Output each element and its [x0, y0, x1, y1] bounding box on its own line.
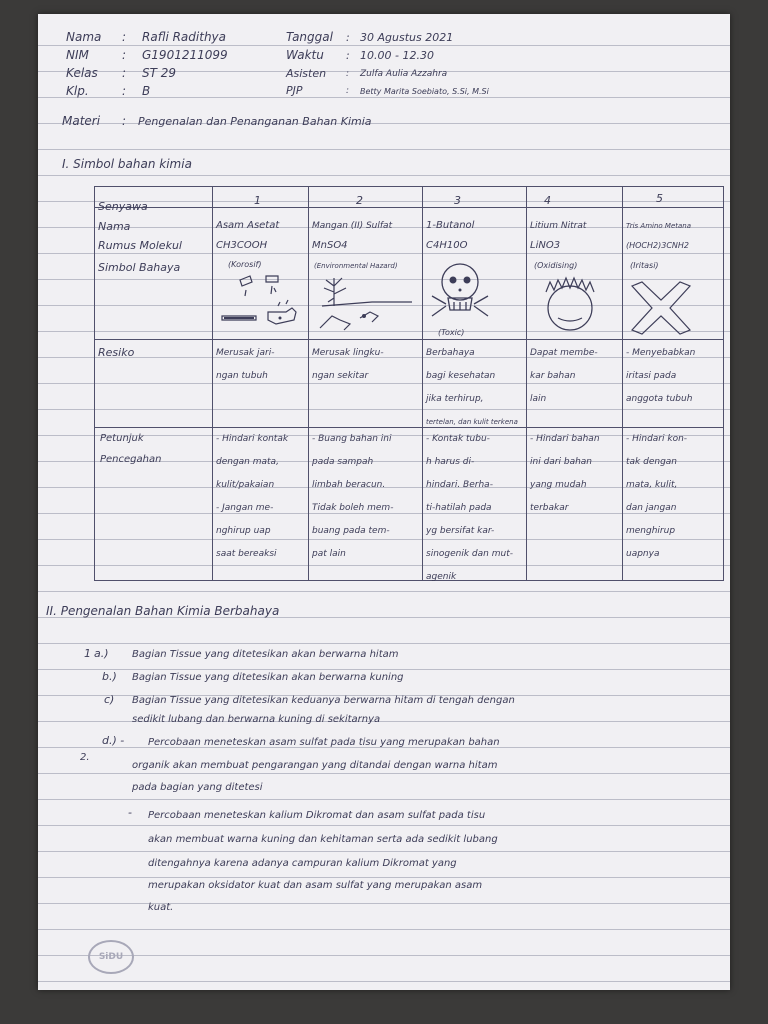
pencegahan-text: - Hindari kon- tak dengan mata, kulit, dan jangan menghirup uapnya	[626, 434, 688, 559]
hazard-symbol-label: (Iritasi)	[630, 261, 659, 270]
col-number: 3	[454, 194, 461, 207]
colon: :	[346, 86, 350, 96]
question-number: 1	[84, 647, 91, 660]
molecular-formula: LiNO3	[530, 240, 561, 251]
col-number: 5	[656, 192, 663, 205]
col-number: 1	[254, 194, 261, 207]
hazard-symbol-label: (Oxidising)	[534, 261, 578, 270]
molecular-formula: (HOCH2)3CNH2	[626, 241, 690, 250]
col-number: 2	[356, 194, 363, 207]
table-col-divider	[422, 186, 423, 581]
hazard-symbol-label: (Toxic)	[438, 328, 465, 337]
label-nim: NIM	[66, 48, 89, 62]
resiko-text: Dapat membe- kar bahan lain	[530, 348, 598, 404]
item-marker: a.)	[94, 647, 109, 660]
value-pjp: Betty Marita Soebiato, S.Si, M.Si	[360, 87, 489, 96]
row-label-simbol: Simbol Bahaya	[98, 261, 181, 274]
table-col-divider	[212, 186, 213, 581]
label-nama: Nama	[66, 30, 102, 44]
item-line: sedikit lubang dan berwarna kuning di sekitarnya	[132, 714, 381, 725]
materi-label: Materi	[62, 114, 101, 128]
pencegahan-text: - Hindari bahan ini dari bahan yang mudah terbakar	[530, 434, 600, 513]
item-line: Percobaan meneteskan asam sulfat pada tisu yang merupakan bahan	[148, 737, 500, 748]
compound-name: Litium Nitrat	[530, 221, 587, 231]
item-line: Bagian Tissue yang ditetesikan keduanya berwarna hitam di tengah dengan	[132, 695, 515, 706]
value-klp: B	[142, 84, 151, 98]
section-2-title: II. Pengenalan Bahan Kimia Berbahaya	[46, 604, 280, 618]
hazard-symbol-label: (Environmental Hazard)	[314, 262, 398, 270]
item-line: akan membuat warna kuning dan kehitaman serta ada sedikit lubang	[148, 834, 498, 845]
label-klp: Klp.	[66, 84, 89, 98]
compound-name: Tris Amino Metana	[626, 222, 692, 230]
molecular-formula: MnSO4	[312, 240, 348, 251]
row-label-resiko: Resiko	[98, 346, 135, 359]
item-line: Bagian Tissue yang ditetesikan akan berwarna hitam	[132, 649, 399, 660]
row-label-pencegahan: Pencegahan	[100, 454, 162, 465]
margin-number: 2.	[80, 752, 90, 763]
colon: :	[122, 48, 127, 62]
environment-hazard-icon	[312, 272, 420, 334]
colon: :	[122, 30, 127, 44]
hazard-symbol-label: (Korosif)	[228, 260, 262, 269]
notebook-page	[38, 14, 730, 990]
resiko-text: Berbahaya bagi kesehatan jika terhirup, tertelan, dan kulit terkena	[426, 348, 518, 426]
oxidizer-icon	[536, 272, 606, 334]
value-nama: Rafli Radithya	[142, 30, 226, 44]
colon: :	[122, 66, 127, 80]
corrosive-icon	[216, 272, 304, 332]
skull-icon	[426, 258, 492, 326]
row-label-rumus: Rumus Molekul	[98, 239, 182, 252]
table-col-divider	[526, 186, 527, 581]
notebook-brand-logo: SiDU	[88, 940, 134, 974]
item-line: organik akan membuat pengarangan yang ditandai dengan warna hitam	[132, 760, 498, 771]
value-nim: G1901211099	[142, 48, 228, 62]
row-label-senyawa: Senyawa	[98, 200, 148, 213]
table-col-divider	[308, 186, 309, 581]
pencegahan-text: - Buang bahan ini pada sampah limbah beracun. Tidak boleh mem- buang pada tem- pat lain	[312, 434, 394, 559]
table-col-divider	[622, 186, 623, 581]
item-line: Percobaan meneteskan kalium Dikromat dan asam sulfat pada tisu	[148, 810, 486, 821]
value-kelas: ST 29	[142, 66, 177, 80]
molecular-formula: C4H10O	[426, 240, 468, 251]
table-rule	[94, 207, 724, 208]
section-1-title: I. Simbol bahan kimia	[62, 157, 192, 171]
colon: :	[346, 31, 350, 44]
resiko-text: Merusak lingku- ngan sekitar	[312, 348, 384, 381]
table-bottom-border	[94, 580, 724, 581]
compound-name: Mangan (II) Sulfat	[312, 221, 393, 231]
compound-name: Asam Asetat	[216, 220, 280, 231]
compound-name: 1-Butanol	[426, 220, 475, 231]
item-marker: -	[128, 806, 132, 819]
row-label-petunjuk: Petunjuk	[100, 433, 144, 444]
table-border-left	[94, 186, 95, 581]
item-marker: c)	[104, 693, 115, 706]
materi-value: Pengenalan dan Penanganan Bahan Kimia	[138, 115, 372, 128]
label-pjp: PJP	[286, 84, 303, 97]
item-line: merupakan oksidator kuat dan asam sulfat yang merupakan asam	[148, 880, 483, 891]
value-tanggal: 30 Agustus 2021	[360, 31, 454, 44]
label-waktu: Waktu	[286, 48, 324, 62]
label-asisten: Asisten	[286, 67, 327, 80]
row-label-nama: Nama	[98, 220, 131, 233]
colon: :	[346, 49, 350, 62]
pencegahan-text: - Kontak tubu- h harus di- hindari. Berha- ti-hatilah pada yg bersifat kar- sinogenik dan mut- agenik	[426, 434, 513, 582]
item-line: kuat.	[148, 902, 174, 913]
colon: :	[346, 69, 350, 79]
label-kelas: Kelas	[66, 66, 98, 80]
resiko-text: Merusak jari- ngan tubuh	[216, 348, 275, 381]
colon: :	[122, 114, 127, 128]
table-top-border	[94, 186, 724, 187]
pencegahan-text: - Hindari kontak dengan mata, kulit/pakaian - Jangan me- nghirup uap saat bereaksi	[216, 434, 289, 559]
value-waktu: 10.00 - 12.30	[360, 49, 434, 62]
molecular-formula: CH3COOH	[216, 240, 268, 251]
table-rule	[94, 339, 724, 340]
item-line: Bagian Tissue yang ditetesikan akan berwarna kuning	[132, 672, 404, 683]
label-tanggal: Tanggal	[286, 30, 333, 44]
item-marker: b.)	[102, 670, 117, 683]
item-line: ditengahnya karena adanya campuran kalium Dikromat yang	[148, 858, 457, 869]
colon: :	[122, 84, 127, 98]
irritant-x-icon	[628, 280, 694, 336]
value-asisten: Zulfa Aulia Azzahra	[360, 69, 448, 79]
col-number: 4	[544, 194, 551, 207]
resiko-text: - Menyebabkan iritasi pada anggota tubuh	[626, 348, 696, 404]
item-marker: d.) -	[102, 734, 125, 747]
item-line: pada bagian yang ditetesi	[132, 782, 263, 793]
